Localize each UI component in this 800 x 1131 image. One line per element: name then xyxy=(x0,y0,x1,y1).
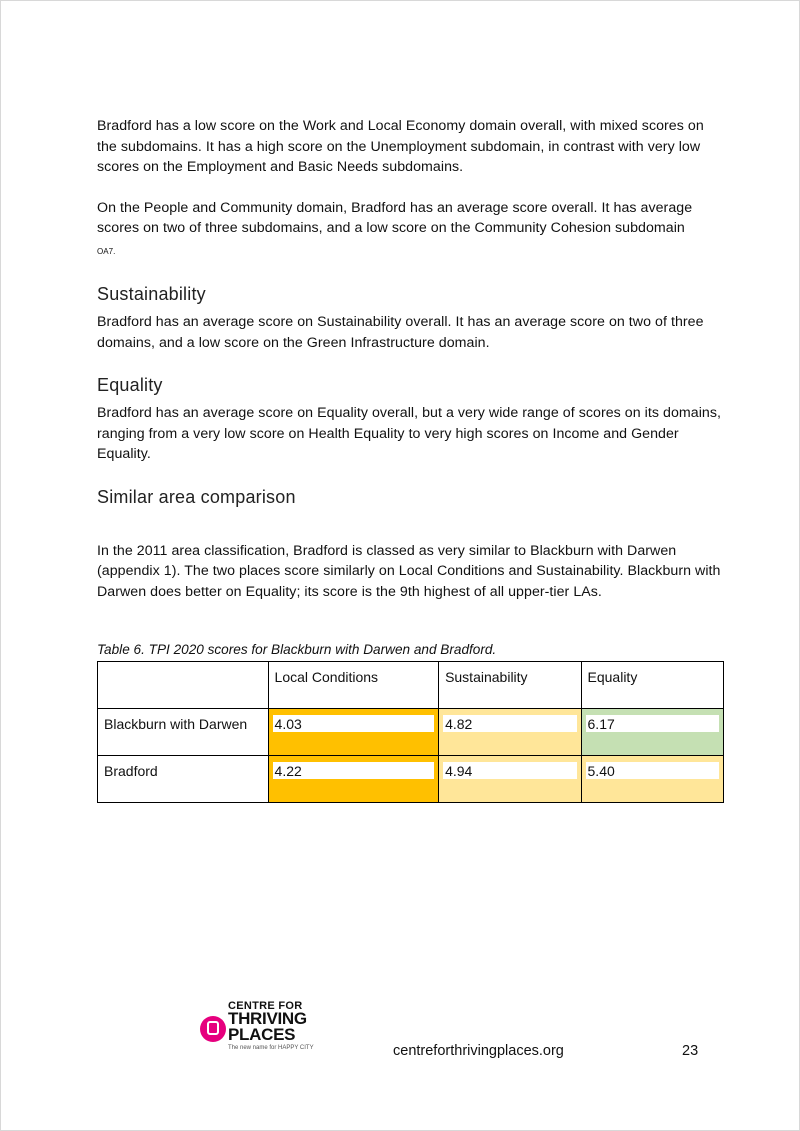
logo-line-3: PLACES xyxy=(228,1025,296,1044)
score-value: 4.82 xyxy=(443,715,576,732)
score-cell xyxy=(268,709,439,756)
score-cell xyxy=(581,756,723,803)
score-value: 4.94 xyxy=(443,762,576,779)
main-content xyxy=(97,116,727,803)
table-header-row xyxy=(98,662,724,709)
paragraph-sustainability: Bradford has an average score on Sustainability overall. It has an average score on two of three domains, and a low score on the Green Infrastructure domain. xyxy=(97,314,704,351)
footer-url[interactable]: centreforthrivingplaces.org xyxy=(393,1043,564,1059)
logo-tagline: The new name for HAPPY CITY xyxy=(228,1045,314,1051)
score-value: 4.22 xyxy=(273,762,435,779)
logo-line-1: CENTRE FOR xyxy=(228,1000,303,1012)
score-cell xyxy=(268,756,439,803)
paragraph-people-community-text: On the People and Community domain, Bradford has an average score overall. It has average scores on two of three subdomains, and a low score on the Community Cohesion subdomain xyxy=(97,199,693,236)
paragraph-work-economy: Bradford has a low score on the Work and Local Economy domain overall, with mixed scores on the subdomains. It has a high score on the Unemployment subdomain, in contrast with very low scores on the Employment and Basic Needs subdomains. xyxy=(97,118,704,175)
score-cell xyxy=(581,709,723,756)
heading-similar-area: Similar area comparison xyxy=(97,486,296,507)
table-header-cell xyxy=(98,662,269,709)
score-value: 4.03 xyxy=(273,715,435,732)
paragraph-people-community xyxy=(97,198,727,263)
scores-table xyxy=(97,661,724,803)
row-label: Bradford xyxy=(98,756,269,803)
table-header-cell: Local Conditions xyxy=(268,662,439,709)
paragraph-similar-area: In the 2011 area classification, Bradford is classed as very similar to Blackburn with Darwen (appendix 1). The two places score similarly on Local Conditions and Sustainability. Blackburn with Darwen does better on Equality; its score is the 9th highest of all upper-tier LAs. xyxy=(97,542,721,600)
paragraph-equality: Bradford has an average score on Equality overall, but a very wide range of scores on its domains, ranging from a very low score on Health Equality to very high scores on Income and Gender Equality. xyxy=(97,405,721,462)
heading-sustainability: Sustainability xyxy=(97,284,206,304)
table-caption: Table 6. TPI 2020 scores for Blackburn with Darwen and Bradford. xyxy=(97,642,497,657)
row-label: Blackburn with Darwen xyxy=(98,709,269,756)
score-cell xyxy=(439,756,581,803)
reference-marker: OA7. xyxy=(97,246,116,256)
logo-line-2: THRIVING xyxy=(228,1009,307,1028)
page-number: 23 xyxy=(682,1043,699,1059)
table-row xyxy=(98,756,724,803)
heading-equality: Equality xyxy=(97,375,163,395)
table-header-cell: Sustainability xyxy=(439,662,581,709)
score-value: 5.40 xyxy=(586,762,719,779)
table-row xyxy=(98,709,724,756)
score-value: 6.17 xyxy=(586,715,719,732)
table-header-cell: Equality xyxy=(581,662,723,709)
score-cell xyxy=(439,709,581,756)
thumbs-up-icon xyxy=(200,1016,226,1042)
centre-for-thriving-places-logo xyxy=(200,1000,340,1060)
